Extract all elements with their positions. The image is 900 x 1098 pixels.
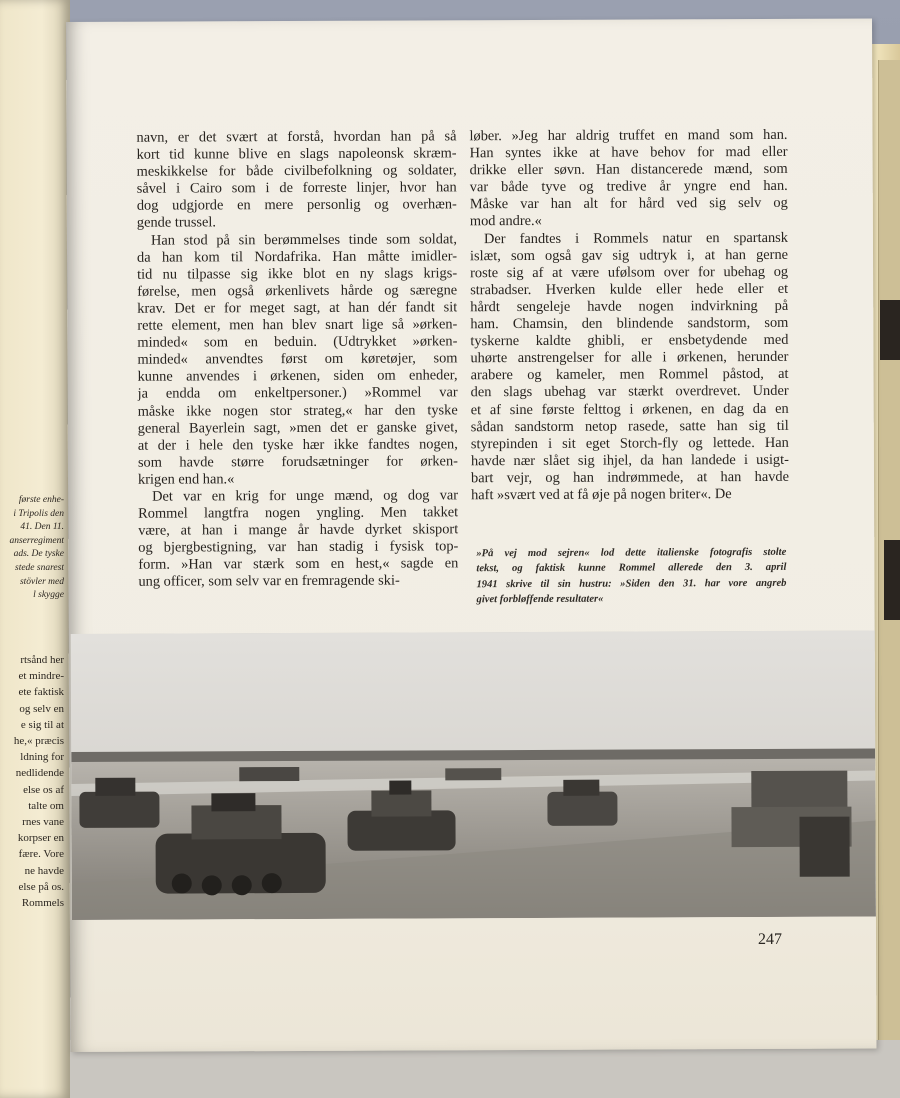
text-line: Måske var han alt for hård ved sig selv og [469,195,788,213]
text-line: roste sig af at være ufølsom over for ubehag og [470,263,789,281]
text-line: uhørte anstrengelser for alle i ørkenen, herunder [470,349,789,367]
left-caption-line: ads. De tyske [13,549,64,560]
text-line: den slags ubehag var stærkt overdrevet. Under [470,383,789,401]
left-text-line: nedlidende [15,767,64,780]
text-line: være, at han i mange år havde dyrket skisport [138,521,459,539]
text-line: general Bayerlein sagt, »men det er ganske givet, [137,418,458,437]
text-line: meskikkelse for både civilbefolkning og soldater, [136,162,457,180]
text-line: minded« anvendtes først om køretøjer, som [137,350,458,368]
left-page-caption [0,494,64,603]
text-line: hårdt sengeleje havde nogen indvirkning på [470,297,789,316]
text-line: Rommel langtfra nogen yngling. Men takket [138,504,459,522]
text-line: styrepinden i sit eget Storch-fly og lettede. Han [470,434,789,452]
text-line: tyskerne kaldte ghibli, er ensbetydende med [470,331,789,350]
text-line: som havde større forudsætninger for ørken- [137,453,458,471]
main-page [66,18,876,1052]
text-line: mod andre.« [469,213,542,230]
text-line: Han stod på sin berømmelses tinde som soldat, [150,230,457,249]
text-line: strabadser. Hverken kulde eller hede eller et [470,280,789,299]
text-line: krav. Det er for meget sagt, at han dér fandt sit [137,299,458,317]
left-facing-page [0,0,70,1098]
text-line: ja endda om enkeltpersoner.) »Rommel var [137,384,458,403]
left-caption-line: anserregiment [9,535,64,546]
tank-photograph [71,630,876,920]
left-caption-line: l skygge [33,590,64,601]
left-caption-line: stede snarest [15,562,64,573]
text-line: bart vejr, og han indrømmede, at han havde [470,468,790,487]
edge-mark [880,300,900,360]
text-line: Det var en krig for unge mænd, og dog var [152,487,459,505]
left-text-line: talte om [28,799,64,812]
text-line: ham. Chamsin, den blindende sandstorm, som [470,314,789,333]
text-line: gende trussel. [136,214,217,232]
left-caption-line: 41. Den 11. [20,522,64,533]
text-line: form. »Han var stærk som en hest,« sagde en [138,555,459,574]
page-number: 247 [757,930,783,948]
left-text-line: he,« præcis [13,735,64,748]
text-line: rette element, men han blev snart lige så »ørken- [137,316,458,334]
caption-line: 1941 skrive til sin hustru: »Siden den 31. har vore angreb [476,577,787,591]
right-text-column [469,127,789,504]
caption-line: givet forbløffende resultater« [476,593,604,606]
left-text-line: korpser en [17,832,64,845]
caption-line: tekst, og faktisk kunne Rommel allerede den 3. april [476,562,787,575]
text-line: at der i hele den tyske hær ikke fandtes nogen, [137,435,458,454]
edge-mark [884,540,900,620]
text-line: måske ikke nogen stor strateg,« har den tyske [137,401,458,420]
left-text-line: Rommels [21,897,64,910]
text-line: arabere og kameler, men Rommel påstod, at [470,366,789,384]
text-line: og bjergbestigning, var han stadig i fysisk top- [138,538,459,556]
text-line: et af sine første felttog i ørkenen, en dag da en [470,400,789,418]
text-line: krigen end han.« [137,471,235,488]
text-line: ung officer, som selv var en fremragende ski- [138,572,400,591]
text-line: havde nær slået sig ihjel, da han landede i usigt- [470,451,789,470]
text-line: drikke eller søvn. Han distancerede mænd, som [469,161,788,179]
left-caption-line: stövler med [19,576,64,587]
text-line: sådan sandstorm netop rasede, satte han sig til [470,417,789,435]
text-line: tid nu tilpasse sig ikke blot en ny slags krigs- [137,265,458,283]
left-text-line: rnes vane [22,816,64,829]
text-line: løber. »Jeg har aldrig truffet en mand som han. [469,126,788,145]
text-line: var både tyve og tredive år yngre end han. [469,178,788,196]
text-line: dog udgjorde en mere personlig og overhæn- [136,196,457,215]
text-line: førelse, men også ørkenlivets hårde og særegne [137,282,458,300]
left-text-line: ne havde [24,864,64,877]
text-line: minded« som en beduin. (Udtrykket »ørken- [137,333,458,351]
left-text-line: else os af [23,783,64,796]
text-line: islæt, som også gav sig udtryk i, at han gerne [469,246,789,264]
caption-line: »På vej mod sejren« lod dette italienske fotografis stolte [476,546,787,560]
left-text-line: e sig til at [20,718,64,731]
tank-photo-illustration [71,630,876,920]
text-line: kunne anvendes i ørkenen, siden om enheder, [137,367,458,386]
left-text-line: og selv en [19,702,64,715]
photo-caption [476,545,786,608]
left-text-column [136,128,458,591]
text-line: da han kom til Nordafrika. Han måtte imidler- [136,247,458,266]
left-text-line: et mindre- [18,670,64,683]
left-caption-line: i Tripolis den [13,508,64,519]
left-text-line: ldning for [20,751,64,764]
text-line: såvel i Cairo som i de forreste linjer, hvor han [136,179,457,197]
text-line: haft »svært ved at få øje på nogen briter«. De [471,486,732,504]
text-line: navn, er det svært at forstå, hvordan han på så [136,128,457,146]
left-caption-line: første enhe- [18,495,64,505]
text-line: kort tid kunne blive en slags napoleonsk skræm- [136,145,457,163]
text-line: Der fandtes i Rommels natur en spartansk [483,229,788,247]
left-text-line: fære. Vore [18,848,64,861]
left-page-text [0,652,64,911]
left-text-line: ete faktisk [18,686,64,699]
left-text-line: else på os. [18,880,64,893]
text-line: Han syntes ikke at have behov for mad eller [469,143,788,162]
left-text-line: rtsånd her [20,654,64,666]
